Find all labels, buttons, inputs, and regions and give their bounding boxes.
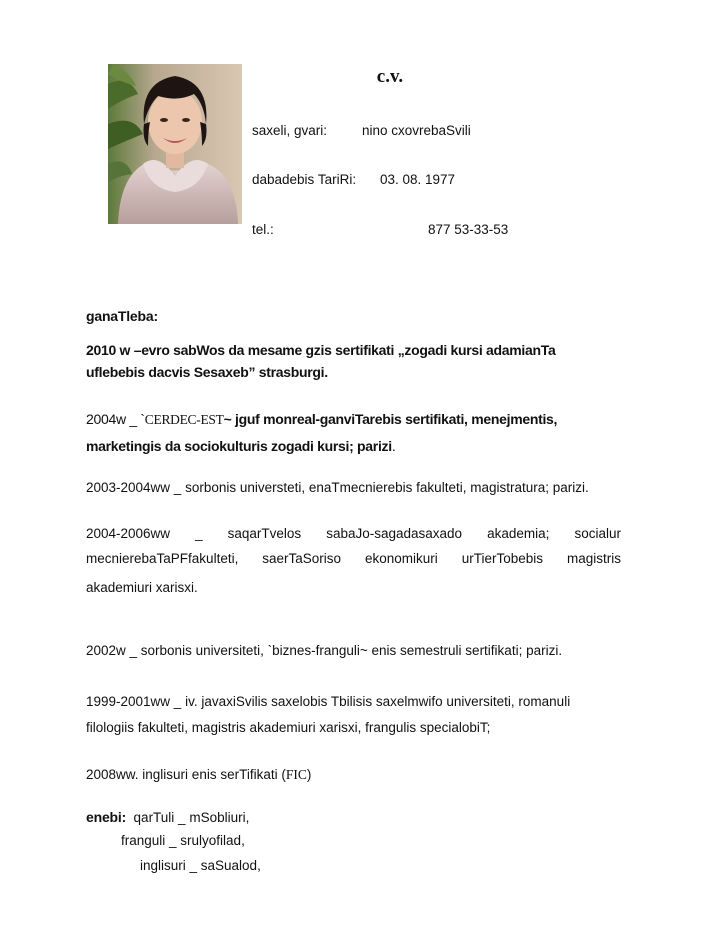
entry-text: 2008ww. inglisuri enis serTifikati ( xyxy=(86,767,286,782)
phone-label: tel.: xyxy=(252,222,274,237)
entry-line: akademiuri xarisxi. xyxy=(86,580,198,595)
education-entry-2004-2006 xyxy=(86,526,621,599)
portrait-image xyxy=(108,64,242,224)
education-entry-2010 xyxy=(86,339,555,383)
word: 2004-2006ww xyxy=(86,526,171,541)
page-title: c.v. xyxy=(376,66,404,87)
entry-text: marketingis da sociokulturis zogadi kursi; parizi xyxy=(86,438,392,454)
education-heading: ganaTleba: xyxy=(86,308,158,324)
word: saerTaSoriso xyxy=(262,551,342,566)
birthdate-value: 03. 08. 1977 xyxy=(380,172,456,187)
entry-punct: ) xyxy=(306,767,312,782)
languages-heading: enebi: xyxy=(86,809,127,825)
word: akademia; xyxy=(487,526,550,541)
education-entry-2008 xyxy=(86,764,311,786)
entry-line: 2010 w –evro sabWos da mesame gzis sertifikati „zogadi kursi adamianTa xyxy=(86,342,556,358)
phone-value: 877 53-33-53 xyxy=(428,222,509,237)
education-entry-2004 xyxy=(86,406,557,459)
entry-line: uflebebis dacvis Sesaxeb” strasburgi. xyxy=(86,364,328,380)
word: saqarTvelos xyxy=(227,526,302,541)
language-item: qarTuli _ mSobliuri, xyxy=(133,810,250,825)
word: ekonomikuri xyxy=(365,551,438,566)
name-label: saxeli, gvari: xyxy=(252,123,328,138)
profile-photo xyxy=(108,64,242,224)
org-name: CERDEC-EST xyxy=(144,412,224,427)
word: magistris xyxy=(566,551,621,566)
word: sabaJo-sagadasaxado xyxy=(326,526,463,541)
entry-line xyxy=(86,406,557,433)
language-item: inglisuri _ saSualod, xyxy=(140,858,261,873)
languages-section xyxy=(86,806,249,829)
language-item: franguli _ srulyofilad, xyxy=(121,833,245,848)
org-name: FIC xyxy=(285,767,307,782)
education-entry-1999-2001 xyxy=(86,689,570,741)
entry-line xyxy=(86,433,557,459)
entry-prefix: 2004w _ ` xyxy=(86,411,145,427)
word: mecnierebaTaPFfakulteti, xyxy=(86,551,239,566)
entry-text: ~ jguf monreal-ganviTarebis sertifikati, menejmentis, xyxy=(223,411,558,427)
entry-line xyxy=(86,526,621,551)
word: _ xyxy=(195,526,203,541)
education-entry-2002: 2002w _ sorbonis universiteti, `biznes-franguli~ enis semestruli sertifikati; parizi. xyxy=(86,643,563,658)
entry-line xyxy=(86,551,621,577)
education-entry-2003: 2003-2004ww _ sorbonis universteti, enaTmecnierebis fakulteti, magistratura; parizi. xyxy=(86,480,589,495)
word: urTierTobebis xyxy=(461,551,544,566)
name-value: nino cxovrebaSvili xyxy=(362,123,471,138)
birthdate-label: dabadebis TariRi: xyxy=(252,172,357,187)
word: socialur xyxy=(574,526,621,541)
entry-line: 1999-2001ww _ iv. javaxiSvilis saxelobis Tbilisis saxelmwifo universiteti, romanuli xyxy=(86,694,571,709)
entry-punct: . xyxy=(391,438,396,454)
entry-line: filologiis fakulteti, magistris akademiuri xarisxi, frangulis specialobiT; xyxy=(86,720,491,735)
